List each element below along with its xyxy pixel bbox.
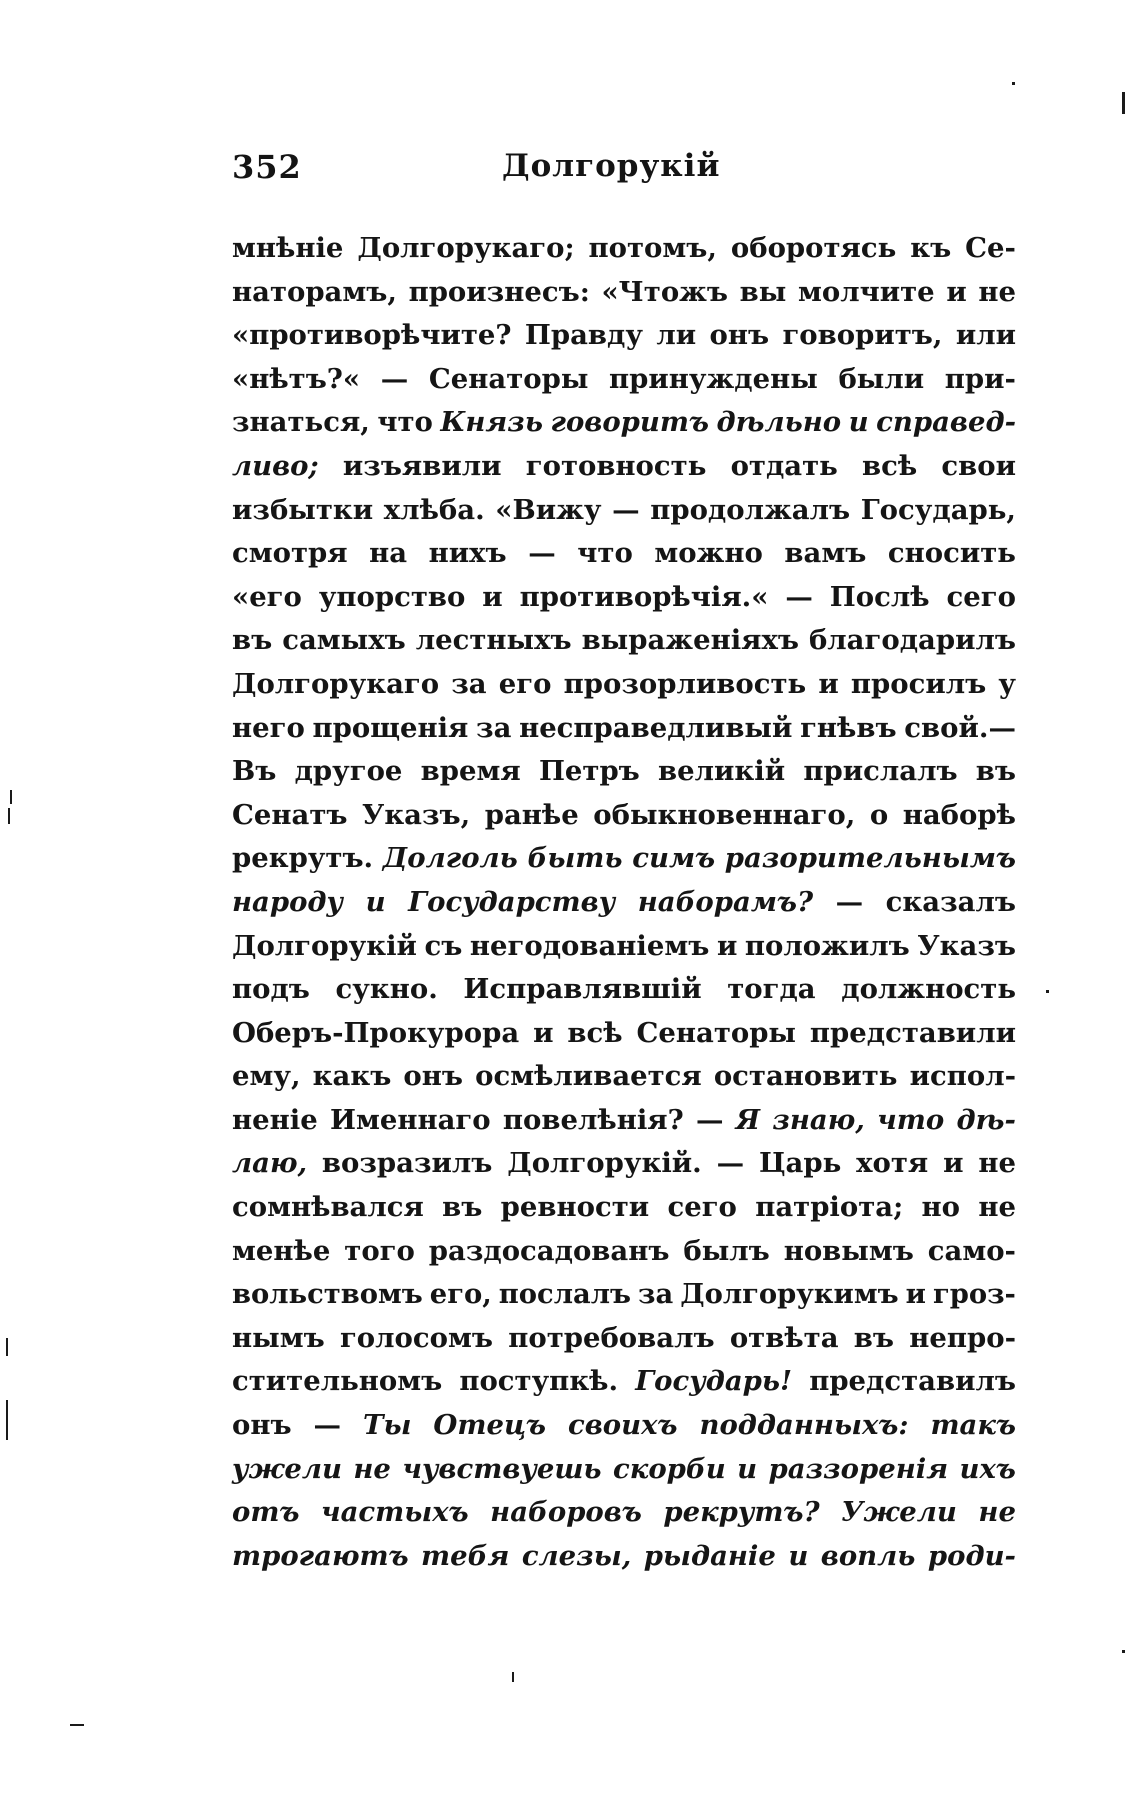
word: Сенаторы xyxy=(428,362,589,395)
italic-word: знаю, xyxy=(772,1103,865,1136)
italic-word: дѣльно xyxy=(716,406,842,439)
italic-word: что xyxy=(877,1103,945,1136)
word: произнесъ: xyxy=(408,275,590,308)
word: мнѣніе xyxy=(232,232,344,264)
text-line xyxy=(232,624,1016,668)
italic-word: скорби xyxy=(612,1452,726,1485)
word: нихъ xyxy=(428,537,507,570)
word: непро- xyxy=(909,1321,1016,1354)
italic-word: Я xyxy=(735,1103,761,1136)
word: Сенаторы xyxy=(636,1016,796,1049)
word: въ xyxy=(232,624,273,657)
italic-word: наборамъ? xyxy=(637,885,814,918)
word: новымъ xyxy=(783,1234,914,1267)
word: съ xyxy=(424,929,463,962)
word: ему, xyxy=(232,1060,301,1093)
scan-mark xyxy=(512,1672,514,1682)
word: Долгорукимъ xyxy=(680,1278,899,1311)
text-line xyxy=(232,232,1016,276)
word: положилъ xyxy=(744,929,910,962)
italic-word: дѣ- xyxy=(956,1103,1016,1136)
word: онъ xyxy=(709,319,770,352)
word: сказалъ xyxy=(885,885,1016,918)
word: какъ xyxy=(312,1060,392,1093)
text-line xyxy=(232,1191,1016,1235)
italic-word: отъ xyxy=(232,1496,300,1529)
text-line xyxy=(232,1235,1016,1279)
word: рекрутъ. xyxy=(232,842,374,875)
text-line xyxy=(232,1453,1016,1497)
word: Указъ, xyxy=(362,798,471,831)
italic-word: Долголь xyxy=(382,842,518,875)
word: о xyxy=(869,798,889,831)
word: негодованіемъ xyxy=(469,929,710,962)
word: осмѣливается xyxy=(475,1060,702,1093)
word: другое xyxy=(294,755,403,788)
word: патріота; xyxy=(755,1191,904,1224)
word: «нѣтъ?« xyxy=(232,362,361,395)
word: раздосадованъ xyxy=(428,1234,670,1267)
italic-word: трогаютъ xyxy=(232,1539,409,1572)
word: въ xyxy=(442,1191,483,1224)
word: сомнѣвался xyxy=(232,1191,424,1224)
word: противорѣчія.« xyxy=(519,580,769,613)
word: само- xyxy=(927,1234,1016,1267)
word: Въ xyxy=(232,755,277,788)
word: принуждены xyxy=(609,362,818,395)
text-line xyxy=(232,1147,1016,1191)
text-line xyxy=(232,1278,1016,1322)
word: повелѣнія? xyxy=(502,1103,684,1136)
word: представилъ xyxy=(809,1365,1016,1398)
italic-word: роди- xyxy=(927,1539,1016,1572)
word: упорство xyxy=(318,580,466,613)
word: и xyxy=(905,1278,926,1311)
word: въ xyxy=(853,1321,894,1354)
word: въ xyxy=(975,755,1016,788)
text-line xyxy=(232,668,1016,712)
word: изъявили xyxy=(342,449,502,482)
word: можно xyxy=(654,537,763,570)
word: избытки xyxy=(232,493,374,526)
italic-word: ливо; xyxy=(232,449,319,482)
italic-word: рыданіе xyxy=(643,1539,776,1572)
word: — xyxy=(835,885,864,918)
word: онъ xyxy=(403,1060,463,1093)
word: — xyxy=(612,493,640,526)
text-line xyxy=(232,930,1016,974)
word: но xyxy=(921,1191,961,1224)
word: — xyxy=(528,537,556,570)
word: менѣе xyxy=(232,1234,331,1267)
word: «противорѣчите? xyxy=(232,319,512,352)
word: былъ xyxy=(683,1234,770,1267)
text-line xyxy=(232,319,1016,363)
word: хлѣба. xyxy=(383,493,485,526)
word: него xyxy=(232,711,305,744)
italic-word: не xyxy=(978,1496,1016,1529)
page-number: 352 xyxy=(232,148,302,186)
word: хотя xyxy=(856,1147,929,1180)
italic-word: и xyxy=(365,885,386,918)
text-line xyxy=(232,1060,1016,1104)
scan-mark xyxy=(70,1724,84,1726)
word: вы xyxy=(739,275,787,308)
italic-word: вопль xyxy=(820,1539,916,1572)
word: неніе xyxy=(232,1103,318,1136)
word: и xyxy=(533,1016,554,1049)
word: сего xyxy=(667,1191,737,1224)
italic-word: чувствуешь xyxy=(402,1452,602,1485)
text-line xyxy=(232,1540,1016,1584)
text-line xyxy=(232,537,1016,581)
word: Долгорукій xyxy=(232,929,417,962)
word: сукно. xyxy=(335,973,438,1006)
word: представили xyxy=(809,1016,1016,1049)
italic-word: Государь! xyxy=(635,1365,793,1398)
word: не xyxy=(978,275,1016,308)
word: при- xyxy=(944,362,1016,395)
word: Сенатъ xyxy=(232,798,348,831)
word: или xyxy=(955,319,1016,352)
word: за xyxy=(638,1278,674,1311)
scan-mark xyxy=(6,1338,8,1356)
italic-word: ужели xyxy=(232,1452,342,1485)
italic-word: и xyxy=(788,1539,809,1572)
word: и xyxy=(716,929,738,962)
word: отвѣта xyxy=(729,1321,839,1354)
word: свой.— xyxy=(904,711,1016,744)
word: тогда xyxy=(727,973,816,1006)
italic-word: тебя xyxy=(421,1539,510,1572)
word: Именнаго xyxy=(329,1103,491,1136)
scan-mark xyxy=(1122,92,1125,114)
italic-word: не xyxy=(353,1452,391,1485)
word: великій xyxy=(658,755,786,788)
italic-word: народу xyxy=(232,885,344,918)
word: и xyxy=(818,667,839,700)
word: — xyxy=(380,362,409,395)
word: — xyxy=(716,1147,745,1180)
word: выраженіяхъ xyxy=(581,624,799,657)
word: за xyxy=(476,711,512,744)
italic-word: говоритъ xyxy=(550,406,709,439)
word: того xyxy=(344,1234,415,1267)
word: «Вижу xyxy=(495,493,602,526)
text-line xyxy=(232,712,1016,756)
word: оборотясь xyxy=(730,232,897,264)
italic-word: справед- xyxy=(876,406,1016,439)
word: не xyxy=(978,1191,1016,1224)
text-line xyxy=(232,406,1016,450)
word: Долгорукаго; xyxy=(357,232,575,264)
text-line xyxy=(232,973,1016,1017)
text-line xyxy=(232,581,1016,625)
scan-mark xyxy=(1012,82,1015,85)
word: Правду xyxy=(524,319,643,352)
word: вамъ xyxy=(784,537,867,570)
text-line xyxy=(232,1104,1016,1148)
word: — xyxy=(313,1409,342,1442)
italic-word: Отецъ xyxy=(433,1409,547,1442)
italic-word: частыхъ xyxy=(320,1496,469,1529)
word: Оберъ-Прокурора xyxy=(232,1016,520,1049)
scan-mark xyxy=(1122,1650,1125,1653)
italic-word: Князь xyxy=(440,406,543,439)
word: прислалъ xyxy=(803,755,958,788)
word: что xyxy=(377,406,433,439)
word: благодарилъ xyxy=(808,624,1016,657)
word: онъ xyxy=(232,1409,292,1442)
word: прощенія xyxy=(312,711,469,744)
word: его xyxy=(498,667,552,700)
word: наборѣ xyxy=(902,798,1016,831)
italic-word: лаю, xyxy=(232,1147,308,1180)
word: Долгорукаго xyxy=(232,667,440,700)
word: голосомъ xyxy=(339,1321,493,1354)
text-line xyxy=(232,755,1016,799)
word: и xyxy=(946,275,967,308)
word: лестныхъ xyxy=(415,624,572,657)
italic-word: наборовъ xyxy=(490,1496,642,1529)
word: у xyxy=(998,667,1016,700)
text-line xyxy=(232,276,1016,320)
text-line xyxy=(232,799,1016,843)
text-line xyxy=(232,886,1016,930)
word: ревности xyxy=(500,1191,650,1224)
word: говоритъ, xyxy=(782,319,943,352)
text-line xyxy=(232,1409,1016,1453)
word: нымъ xyxy=(232,1321,325,1354)
word: молчите xyxy=(798,275,935,308)
word: сносить xyxy=(887,537,1016,570)
scan-mark xyxy=(6,1400,8,1440)
italic-word: Государству xyxy=(408,885,616,918)
word: отдать xyxy=(730,449,838,482)
word: прозорливость xyxy=(563,667,807,700)
scan-mark xyxy=(10,790,12,804)
word: «Чтожъ xyxy=(601,275,729,308)
word: потребовалъ xyxy=(508,1321,715,1354)
word: и xyxy=(943,1147,964,1180)
scan-mark xyxy=(8,808,10,824)
word: — xyxy=(696,1103,724,1136)
word: поступкѣ. xyxy=(459,1365,619,1398)
word: — xyxy=(785,580,813,613)
word: Долгорукій. xyxy=(507,1147,702,1180)
word: за xyxy=(451,667,487,700)
italic-word: слезы, xyxy=(521,1539,632,1572)
text-line xyxy=(232,450,1016,494)
word: всѣ xyxy=(862,449,918,482)
word: ранѣе xyxy=(484,798,579,831)
word: знаться, xyxy=(232,406,370,439)
word: свои xyxy=(941,449,1016,482)
italic-word: ихъ xyxy=(959,1452,1016,1485)
word: продолжалъ xyxy=(650,493,851,526)
word: Се- xyxy=(965,232,1016,264)
word: не xyxy=(978,1147,1016,1180)
italic-word: симъ xyxy=(632,842,716,875)
italic-word: и xyxy=(848,406,869,439)
word: должность xyxy=(841,973,1016,1006)
word: обыкновеннаго, xyxy=(593,798,856,831)
italic-word: и xyxy=(737,1452,758,1485)
italic-word: раззоренія xyxy=(768,1452,949,1485)
word: Исправлявшій xyxy=(463,973,702,1006)
word: всѣ xyxy=(567,1016,623,1049)
word: просилъ xyxy=(850,667,987,700)
word: время xyxy=(420,755,521,788)
italic-word: подданныхъ: xyxy=(699,1409,909,1442)
word: наторамъ, xyxy=(232,275,397,308)
word: ли xyxy=(656,319,697,352)
word: гроз- xyxy=(932,1278,1016,1311)
italic-word: Ужели xyxy=(841,1496,957,1529)
italic-word: разорительнымъ xyxy=(724,842,1016,875)
word: Послѣ xyxy=(829,580,930,613)
word: потомъ, xyxy=(588,232,717,264)
word: послалъ xyxy=(498,1278,631,1311)
word: къ xyxy=(910,232,952,264)
text-line xyxy=(232,494,1016,538)
word: и xyxy=(482,580,503,613)
word: гнѣвъ xyxy=(800,711,897,744)
word: «его xyxy=(232,580,302,613)
word: остановить xyxy=(713,1060,898,1093)
text-line xyxy=(232,1322,1016,1366)
body-text xyxy=(232,232,1016,1583)
word: возразилъ xyxy=(321,1147,493,1180)
text-line xyxy=(232,1017,1016,1061)
scan-mark xyxy=(1046,990,1049,993)
page-header xyxy=(232,148,1012,198)
italic-word: Ты xyxy=(362,1409,412,1442)
word: что xyxy=(577,537,633,570)
word: готовность xyxy=(525,449,707,482)
word: на xyxy=(369,537,408,570)
text-line xyxy=(232,1365,1016,1409)
word: испол- xyxy=(909,1060,1016,1093)
text-line xyxy=(232,842,1016,886)
italic-word: такъ xyxy=(930,1409,1016,1442)
word: Указъ xyxy=(917,929,1016,962)
word: смотря xyxy=(232,537,348,570)
word: были xyxy=(838,362,925,395)
text-line xyxy=(232,363,1016,407)
italic-word: рекрутъ? xyxy=(663,1496,820,1529)
word: его, xyxy=(429,1278,492,1311)
word: подъ xyxy=(232,973,310,1006)
italic-word: своихъ xyxy=(567,1409,678,1442)
running-head: Долгорукій xyxy=(502,148,721,184)
word: самыхъ xyxy=(282,624,406,657)
word: Государь, xyxy=(860,493,1016,526)
word: вольствомъ xyxy=(232,1278,423,1311)
word: сего xyxy=(946,580,1016,613)
word: стительномъ xyxy=(232,1365,443,1398)
word: Петръ xyxy=(538,755,640,788)
word: Царь xyxy=(758,1147,842,1180)
word: несправедливый xyxy=(519,711,793,744)
italic-word: быть xyxy=(527,842,623,875)
text-line xyxy=(232,1496,1016,1540)
